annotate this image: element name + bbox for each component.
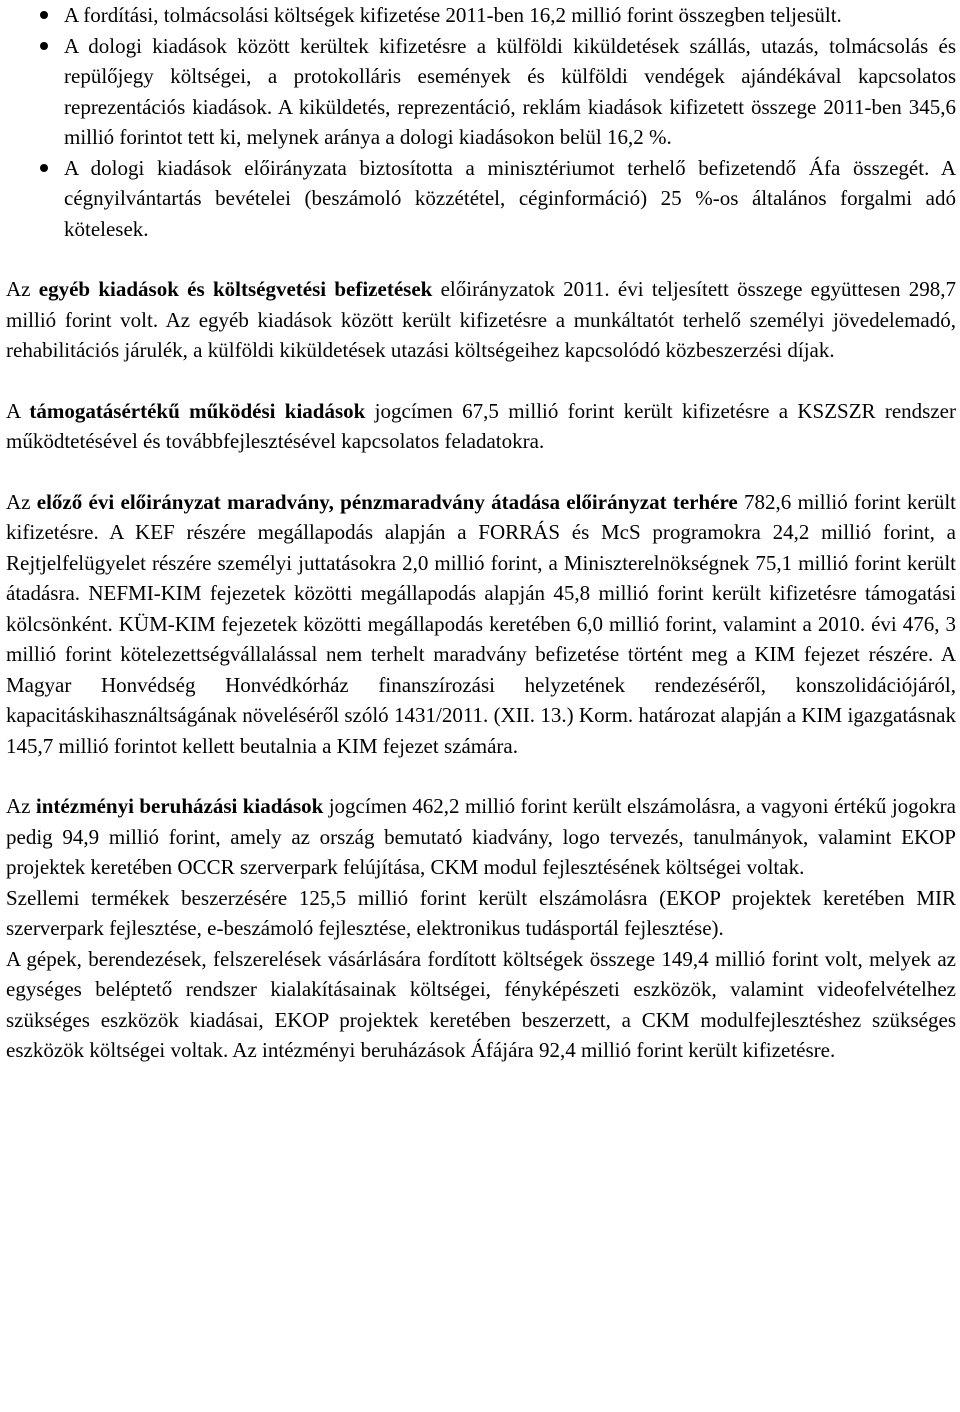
paragraph-bold-term: előző évi előirányzat maradvány, pénzmaradvány átadása előirányzat terhére: [36, 489, 738, 514]
paragraph-text: jogcímen 67,5 millió forint került kifizetésre a KSZSZR rendszer működtetésével és továbbfejlesztésével kapcsolatos feladatokra.: [6, 398, 956, 453]
paragraph-bold-term: egyéb kiadások és költségvetési befizetések: [38, 277, 433, 301]
bullet-text: A dologi kiadások előirányzata biztosította a minisztériumot terhelő befizetendő Áfa összegét. A cégnyilvántartás bevételei (beszámoló közzététel, céginformáció) 25 %-os általános forgalmi adó kötelesek.: [64, 155, 956, 241]
paragraph-residual-transfer: [6, 487, 956, 762]
paragraph-text: Az: [6, 277, 39, 301]
paragraph-support-expenses: [6, 396, 956, 457]
paragraph-bold-term: intézményi beruházási kiadások: [35, 794, 324, 818]
bullet-icon: [40, 42, 48, 50]
bullet-text: A fordítási, tolmácsolási költségek kifizetése 2011-ben 16,2 millió forint összegben teljesült.: [64, 3, 842, 27]
paragraph-text: előirányzatok 2011. évi teljesített összege együttesen 298,7 millió forint volt. Az egyéb kiadások között került kifizetésre a munkáltatót terhelő személyi jövedelemadó, rehabilitációs járulék, a külföldi kiküldetések utazási költségeihez kapcsolódó közbeszerzési díjak.: [6, 277, 956, 362]
bullet-item: [6, 0, 956, 31]
bullet-icon: [40, 11, 48, 19]
paragraph-text: Az: [6, 794, 36, 818]
paragraph-text: jogcímen 462,2 millió forint került elszámolásra, a vagyoni értékű jogokra pedig 94,9 millió forint, amely az ország bemutató kiadvány, logo tervezés, tanulmányok, valamint EKOP projektek keretében OCCR szerverpark felújítása, CKM modul fejlesztésének költségei voltak.: [6, 794, 956, 879]
paragraph-text: 782,6 millió forint került kifizetésre. A KEF részére megállapodás alapján a FORRÁS és McS programokra 24,2 millió forint, a Rejtjelfelügyelet részére személyi juttatásokra 2,0 millió forint, a Miniszterelnökségnek 75,1 millió forint került átadásra. NEFMI-KIM fejezetek közötti megállapodás alapján 45,8 millió forint került kifizetésre támogatási kölcsönként. KÜM-KIM fejezetek közötti megállapodás keretében 6,0 millió forint, valamint a 2010. évi 476, 3 millió forint kötelezettségvállalással nem terhelt maradvány befizetése történt meg a KIM fejezet részére. A Magyar Honvédség Honvédkórház finanszírozási helyzetének rendezéséről, konszolidációjáról, kapacitáskihasználtságának növeléséről szóló 1431/2011. (XII. 13.) Korm. határozat alapján a KIM igazgatásnak 145,7 millió forintot kellett beutalnia a KIM fejezet számára.: [6, 489, 956, 758]
paragraph-bold-term: támogatásértékű működési kiadások: [29, 398, 366, 423]
bullet-item: [6, 31, 956, 153]
paragraph-investment-expenses: [6, 791, 956, 883]
bullet-text: A dologi kiadások között kerültek kifizetésre a külföldi kiküldetések szállás, utazás, tolmácsolás és repülőjegy költségei, a protokolláris események és külföldi vendégek ajándékával kapcsolatos reprezentációs kiadások. A kiküldetés, reprezentáció, reklám kiadások kifizetett összege 2011-ben 345,6 millió forintot tett ki, melynek aránya a dologi kiadásokon belül 16,2 %.: [64, 33, 956, 149]
paragraph-text: Az: [6, 489, 37, 514]
paragraph-other-expenses: [6, 274, 956, 366]
bullet-list: [6, 0, 956, 244]
paragraph-text: A: [6, 398, 30, 423]
paragraph-intellectual-property: Szellemi termékek beszerzésére 125,5 millió forint került elszámolásra (EKOP projektek keretében MIR szerverpark fejlesztése, e-beszámoló fejlesztése, elektronikus tudásportál fejlesztése).: [6, 885, 956, 940]
bullet-icon: [40, 164, 48, 172]
paragraph-equipment: A gépek, berendezések, felszerelések vásárlására fordított költségek összege 149,4 millió forint volt, melyek az egységes beléptető rendszer kialakításainak költségei, fényképészeti eszközök, valamint videofelvételhez szükséges eszközök kiadásai, EKOP projektek keretében beszerzett, a CKM modulfejlesztéshez szükséges eszközök költségei voltak. Az intézményi beruházások Áfájára 92,4 millió forint került kifizetésre.: [6, 946, 956, 1062]
bullet-item: [6, 153, 956, 245]
